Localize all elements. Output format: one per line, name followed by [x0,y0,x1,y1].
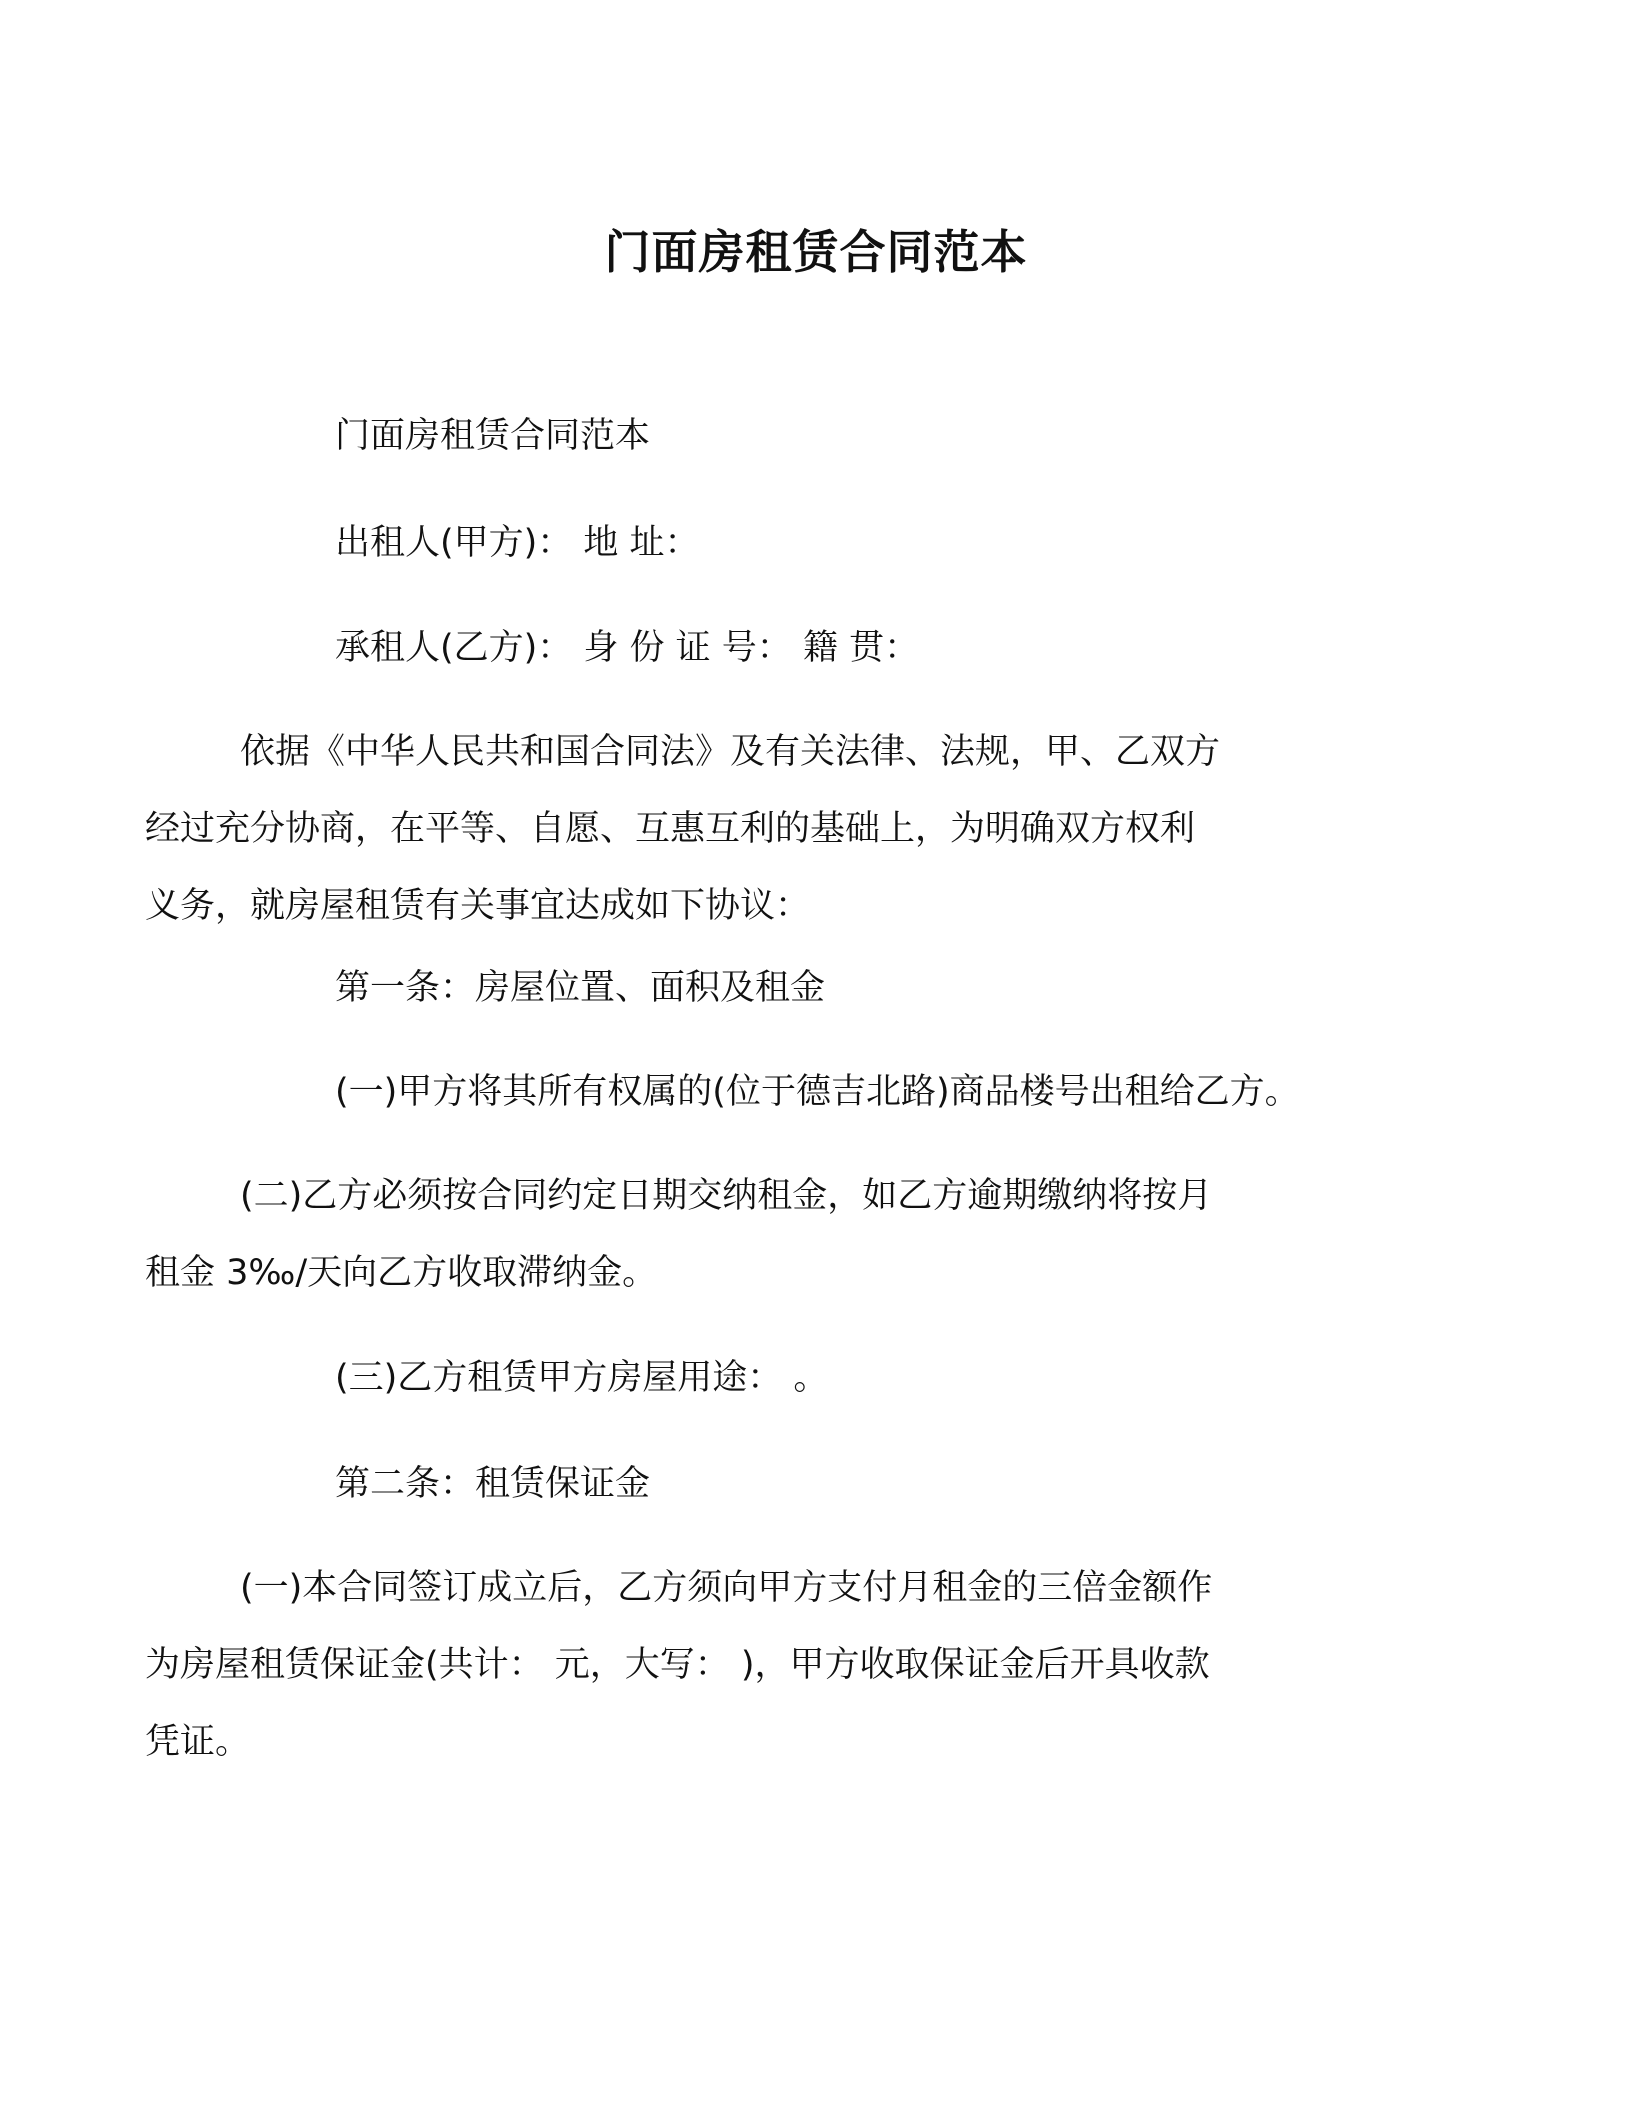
paragraph-line: 凭证。 [145,1722,251,1762]
document-title: 门面房租赁合同范本 [604,225,1028,279]
paragraph-line: 承租人(乙方)： 身 份 证 号： 籍 贯： [335,628,920,668]
paragraph-line: (三)乙方租赁甲方房屋用途： 。 [335,1358,829,1398]
paragraph-lessee [240,610,1385,687]
paragraph-lessor [240,505,1385,582]
article-one-clause-2 [145,1158,1385,1312]
paragraph-line: 门面房租赁合同范本 [335,416,651,456]
paragraph-line: 第一条：房屋位置、面积及租金 [335,968,826,1008]
paragraph-line: 出租人(甲方)： 地 址： [335,523,700,563]
paragraph-line: (一)本合同签订成立后，乙方须向甲方支付月租金的三倍金额作 [240,1568,1213,1608]
article-one-heading [240,950,1385,1027]
paragraph-line: (二)乙方必须按合同约定日期交纳租金，如乙方逾期缴纳将按月 [240,1176,1213,1216]
paragraph-line: (一)甲方将其所有权属的(位于德吉北路)商品楼号出租给乙方。 [335,1072,1300,1112]
paragraph-line: 义务，就房屋租赁有关事宜达成如下协议： [145,886,811,926]
paragraph-preamble [145,714,1385,945]
paragraph-line: 第二条：租赁保证金 [335,1464,651,1504]
article-two-clause-1 [145,1550,1385,1781]
article-one-clause-3 [240,1340,1385,1417]
paragraph-line: 依据《中华人民共和国合同法》及有关法律、法规，甲、乙双方 [240,732,1221,772]
article-two-heading [240,1446,1385,1523]
paragraph-line: 经过充分协商，在平等、自愿、互惠互利的基础上，为明确双方权利 [145,809,1196,849]
paragraph-heading-repeat [240,398,1385,475]
article-one-clause-1 [240,1054,1385,1131]
paragraph-line: 为房屋租赁保证金(共计： 元，大写： )，甲方收取保证金后开具收款 [145,1645,1210,1685]
paragraph-line: 租金 3‰/天向乙方收取滞纳金。 [145,1253,658,1293]
